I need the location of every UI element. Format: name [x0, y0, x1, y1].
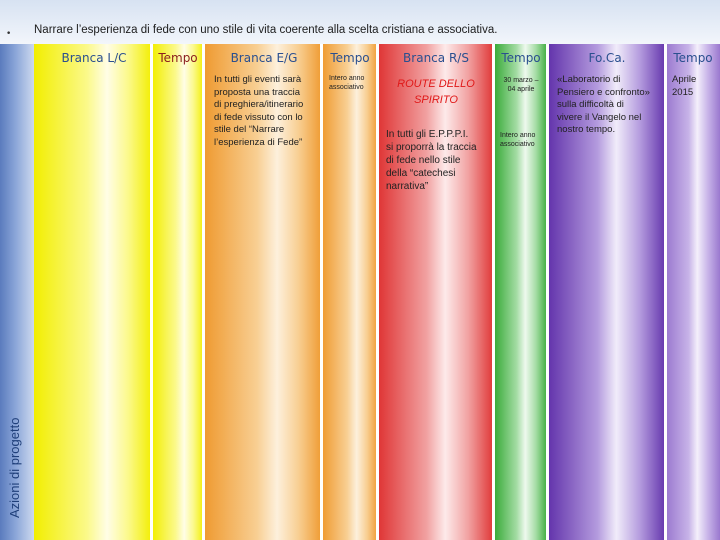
- column-lc: [34, 44, 152, 540]
- header-tempo-foca: Tempo: [673, 51, 713, 65]
- eg-description: In tutti gli eventi sarà proposta una traccia di preghiera/itinerario di fede vissuto con lo stile del “Narrare l’esperienza di Fede”: [214, 74, 304, 148]
- side-label: Azioni di progetto: [7, 417, 22, 518]
- header-tempo-lc: Tempo: [158, 51, 198, 65]
- column-rs: [378, 44, 494, 540]
- slide-heading: Narrare l’esperienza di fede con uno stile di vita coerente alla scelta cristiana e associativa.: [34, 24, 498, 36]
- separator: [202, 44, 205, 540]
- header-tempo-eg: Tempo: [330, 51, 370, 65]
- foca-tempo: Aprile 2015: [672, 74, 697, 98]
- column-lc-tempo: [152, 44, 204, 540]
- separator: [150, 44, 153, 540]
- column-foca-tempo: [666, 44, 720, 540]
- header-branca-lc: Branca L/C: [61, 51, 127, 65]
- column-eg-tempo: [322, 44, 378, 540]
- route-dello-spirito: ROUTE DELLO SPIRITO: [397, 78, 475, 106]
- separator: [376, 44, 379, 540]
- eg-tempo: Intero anno associativo: [329, 75, 365, 91]
- rs-tempo-year: Intero anno associativo: [500, 132, 536, 148]
- header-tempo-rs: Tempo: [501, 51, 541, 65]
- rs-tempo-dates: 30 marzo – 04 aprile: [503, 77, 539, 93]
- header-branca-rs: Branca R/S: [403, 51, 469, 65]
- separator: [546, 44, 549, 540]
- heading-bullet: •: [6, 29, 12, 39]
- header-branca-eg: Branca E/G: [230, 51, 298, 65]
- separator: [492, 44, 495, 540]
- rs-description: In tutti gli E.P.P.P.I. si proporrà la traccia di fede nello stile della “catechesi narrativa”: [386, 129, 477, 192]
- foca-description: «Laboratorio di Pensiero e confronto» sulla difficoltà di vivere il Vangelo nel nostro tempo.: [557, 74, 650, 135]
- header-foca: Fo.Ca.: [588, 51, 626, 65]
- column-rs-tempo: [494, 44, 548, 540]
